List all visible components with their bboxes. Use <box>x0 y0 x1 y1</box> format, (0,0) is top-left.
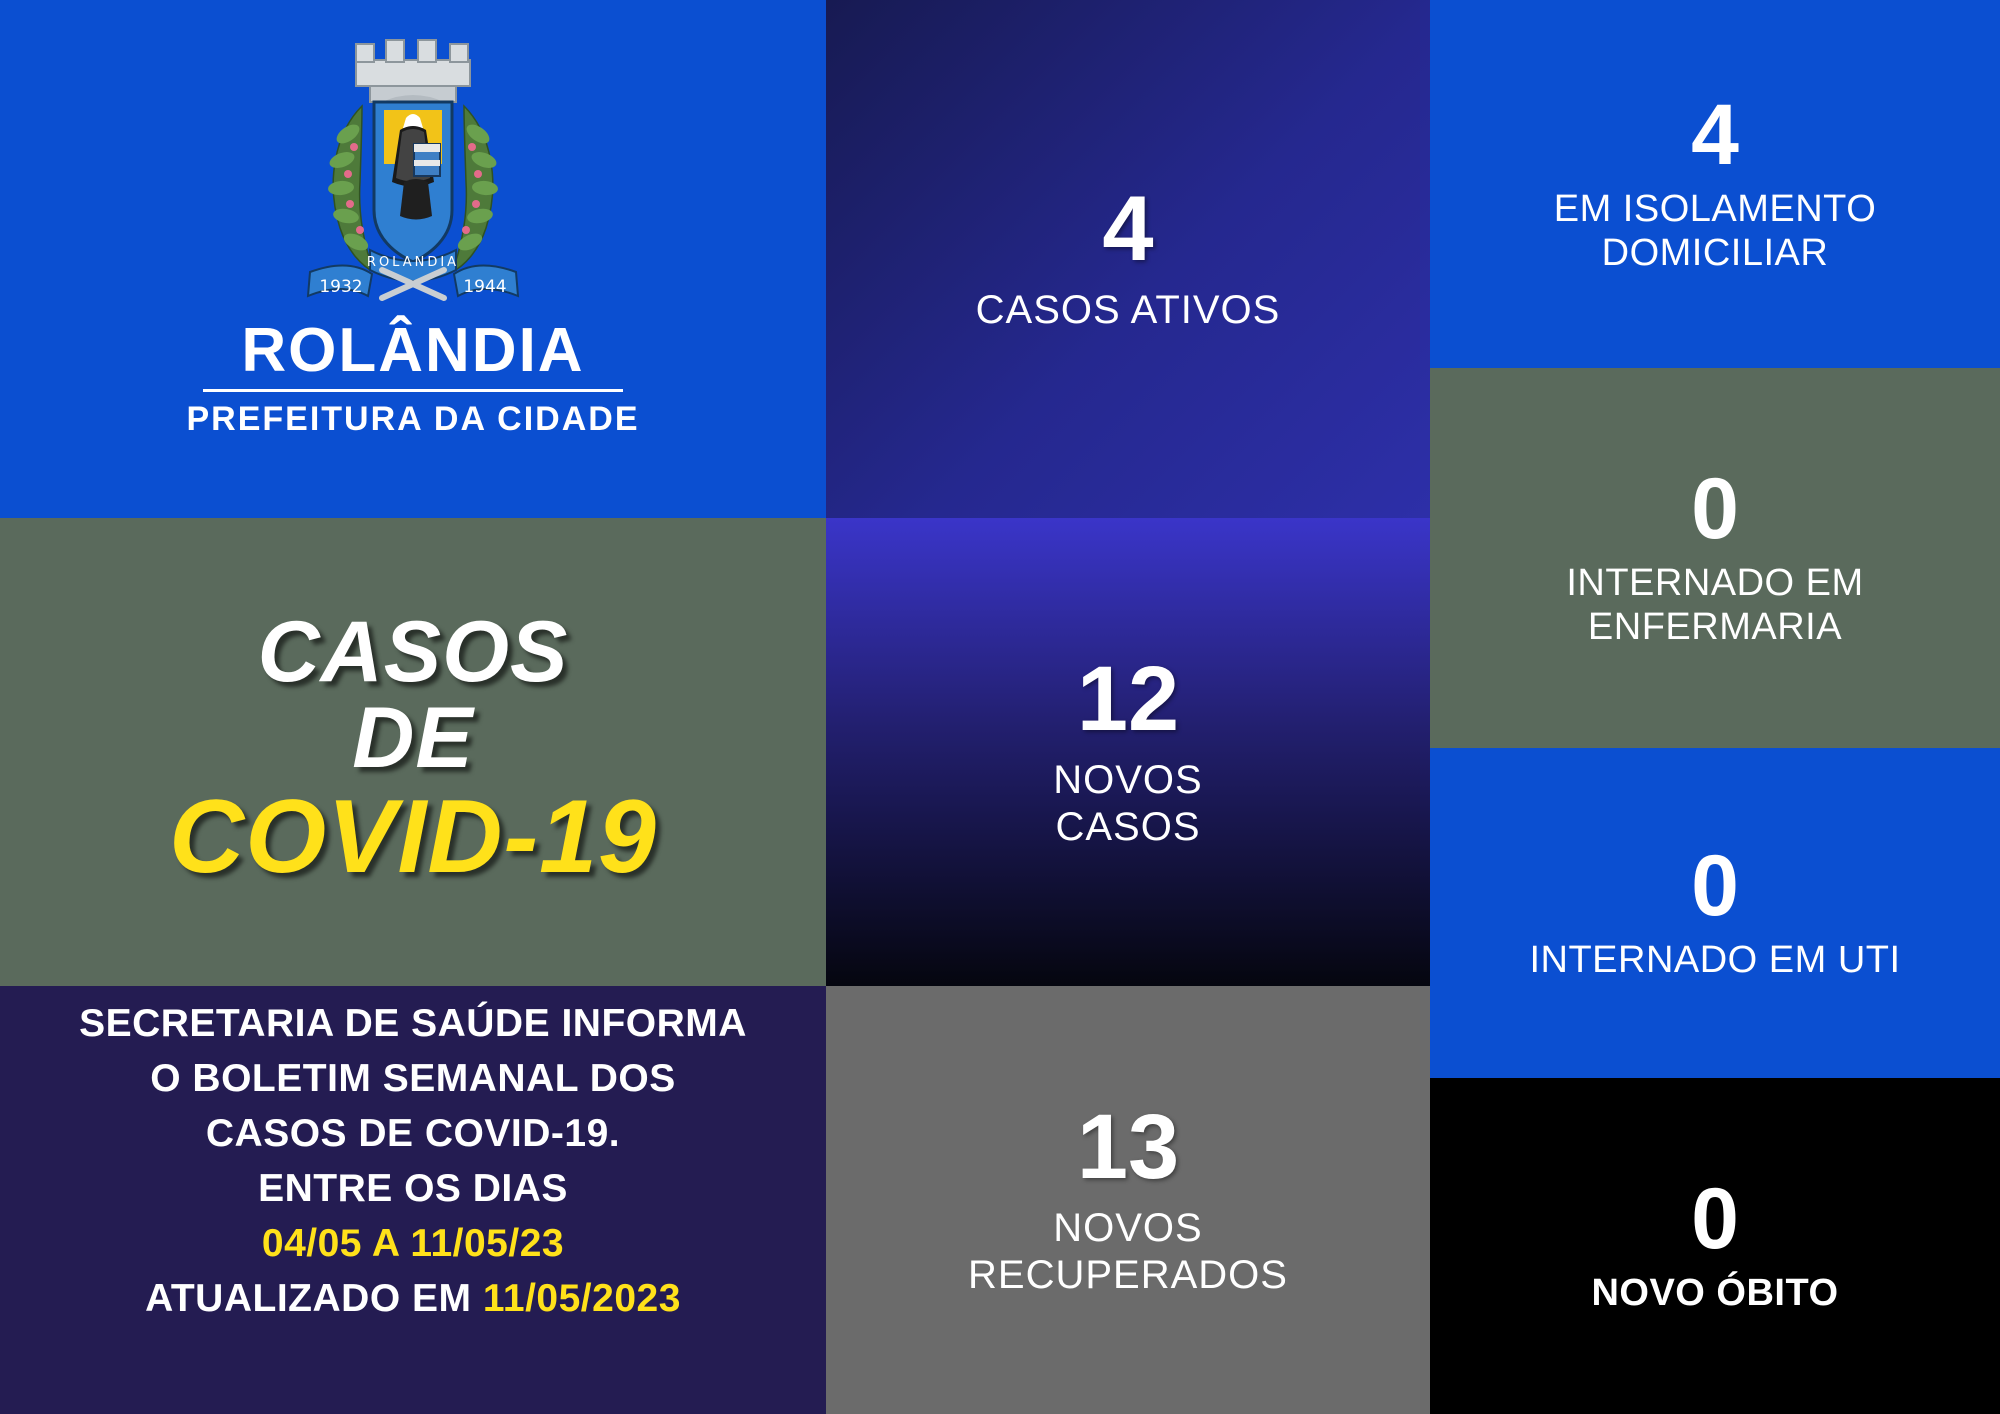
stat-ward-admitted-label-line1: INTERNADO EM <box>1566 562 1864 605</box>
info-panel <box>0 986 826 1414</box>
stat-ward-admitted-label-line2: ENFERMARIA <box>1587 606 1843 648</box>
stat-icu-admitted-label: INTERNADO EM UTI <box>1529 939 1901 982</box>
title-line-3: COVID-19 <box>169 779 657 895</box>
stat-new-recovered <box>826 986 1430 1414</box>
stat-home-isolation-label-line2: DOMICILIAR <box>1601 232 1829 274</box>
stat-home-isolation-label-line1: EM ISOLAMENTO <box>1553 188 1877 231</box>
city-coat-of-arms-icon <box>278 14 548 314</box>
stat-new-cases-label-line2: CASOS <box>1055 805 1201 849</box>
stat-home-isolation <box>1430 0 2000 368</box>
svg-text:1944: 1944 <box>463 277 507 297</box>
divider <box>203 389 623 392</box>
stat-icu-admitted <box>1430 748 2000 1078</box>
stat-ward-admitted <box>1430 368 2000 748</box>
title-line-2: DE <box>352 690 474 786</box>
right-column <box>1430 0 2000 1414</box>
stat-active-cases-label: CASOS ATIVOS <box>975 288 1281 333</box>
stat-new-cases <box>826 518 1430 986</box>
stat-new-recovered-label-line2: RECUPERADOS <box>968 1253 1288 1297</box>
stat-icu-admitted-value: 0 <box>1691 838 1739 935</box>
info-line-2: O BOLETIM SEMANAL DOS <box>150 1056 676 1100</box>
stat-active-cases-value: 4 <box>1102 178 1154 281</box>
period-range <box>261 1221 565 1265</box>
poster-title-panel <box>0 518 826 986</box>
info-line-4: ENTRE OS DIAS <box>258 1166 568 1210</box>
stat-new-deaths-value: 0 <box>1691 1171 1739 1268</box>
updated-date: 11/05/2023 <box>482 1276 681 1320</box>
title-line-1: CASOS <box>257 604 569 700</box>
city-subtitle: PREFEITURA DA CIDADE <box>186 400 640 438</box>
info-line-1: SECRETARIA DE SAÚDE INFORMA <box>79 1002 747 1045</box>
svg-text:1932: 1932 <box>319 277 363 297</box>
stat-new-recovered-label-line1: NOVOS <box>1053 1205 1203 1250</box>
period-value: 04/05 A 11/05/23 <box>261 1221 565 1265</box>
left-column <box>0 0 826 1414</box>
stat-home-isolation-value: 4 <box>1691 87 1739 184</box>
stat-active-cases <box>826 0 1430 518</box>
stat-ward-admitted-value: 0 <box>1691 461 1739 558</box>
city-name: ROLÂNDIA <box>241 316 585 385</box>
svg-text:ROLANDIA: ROLANDIA <box>366 255 460 270</box>
stat-new-deaths-label: NOVO ÓBITO <box>1591 1272 1839 1315</box>
stat-new-cases-label-line1: NOVOS <box>1053 757 1203 802</box>
updated-label: ATUALIZADO EM <box>145 1276 472 1320</box>
stat-new-recovered-value: 13 <box>1076 1095 1180 1198</box>
stat-new-cases-value: 12 <box>1076 647 1180 750</box>
stat-new-deaths <box>1430 1078 2000 1414</box>
info-line-3: CASOS DE COVID-19. <box>205 1111 621 1155</box>
crest-panel <box>0 0 826 518</box>
updated-line <box>145 1276 681 1320</box>
